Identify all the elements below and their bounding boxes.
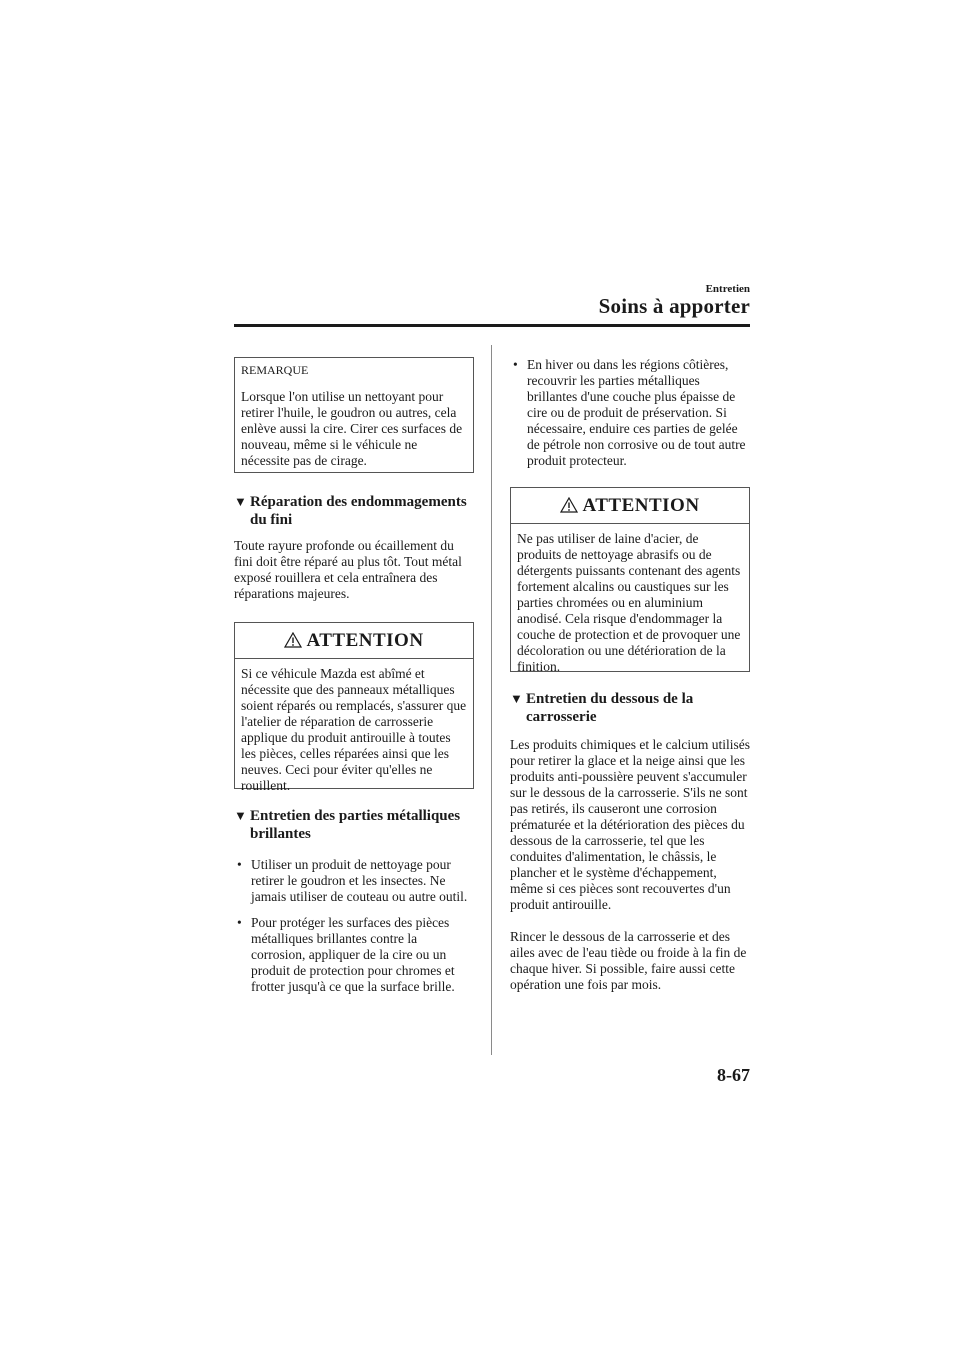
list-item-text: Pour protéger les surfaces des pièces métalliques brillantes contre la corrosion, appliquer de la cire ou un produit de protection pour chromes et frotter jusqu'à ce que la surface brille.	[251, 915, 455, 994]
attention-header	[511, 488, 749, 524]
triangle-down-icon: ▼	[234, 808, 247, 823]
attention-text: Ne pas utiliser de laine d'acier, de produits de nettoyage abrasifs ou de détergents puissants contenant des agents fortement alcalins ou caustiques sur les parties chromées ou en aluminium anodisé. Cela risque d'endommager la couche de protection et de provoquer une décoloration ou une détérioration de la finition.	[517, 531, 741, 674]
warning-triangle-icon	[560, 497, 578, 513]
bullet-dot-icon: •	[513, 357, 518, 372]
repair-paragraph: Toute rayure profonde ou écaillement du fini doit être réparé au plus tôt. Tout métal exposé rouillera et cela entraînera des réparations majeures.	[234, 538, 462, 601]
column-divider	[491, 345, 492, 1055]
attention-box-chrome	[510, 487, 750, 672]
section-title-underbody-text: Entretien du dessous de la carrosserie	[526, 691, 694, 725]
page-number: 8-67	[717, 1065, 750, 1085]
section-title-metal	[234, 807, 474, 843]
section-title-metal-text: Entretien des parties métalliques brillantes	[250, 808, 461, 842]
attention-box-repair	[234, 622, 474, 793]
section-title-repair-text: Réparation des endommagements du fini	[250, 494, 467, 528]
header-section-label: Entretien	[705, 283, 750, 295]
attention-text: Si ce véhicule Mazda est abîmé et nécessite que des panneaux métalliques soient réparés ou remplacés, s'assurer que l'atelier de réparation de carrosserie applique du produit antirouille à toutes les pièces, celles réparées ainsi que les neuves. Ceci pour éviter qu'elles ne rouillent.	[241, 666, 467, 793]
header-rule	[234, 324, 750, 327]
right-column	[510, 357, 750, 993]
list-item-text: Utiliser un produit de nettoyage pour retirer le goudron et les insectes. Ne jamais utiliser de couteau ou autre outil.	[251, 857, 468, 904]
bullet-dot-icon: •	[237, 915, 242, 930]
warning-triangle-icon	[284, 632, 302, 648]
attention-title: ATTENTION	[582, 494, 700, 516]
note-title: REMARQUE	[241, 363, 309, 377]
bullet-dot-icon: •	[237, 857, 242, 872]
list-item-text: En hiver ou dans les régions côtières, recouvrir les parties métalliques brillantes d'une couche plus épaisse de cire ou de produit de préservation. Si nécessaire, enduire ces parties de gelée de pétrole non corrosive ou de tout autre produit protecteur.	[527, 357, 746, 468]
attention-title: ATTENTION	[306, 629, 424, 651]
section-title-repair	[234, 493, 474, 529]
note-text: Lorsque l'on utilise un nettoyant pour retirer l'huile, le goudron ou autres, cela enlève aussi la cire. Cirer ces surfaces de nouveau, même si le véhicule ne nécessite pas de cirage.	[241, 389, 463, 468]
section-title-underbody	[510, 690, 750, 726]
list-item	[234, 915, 474, 995]
underbody-paragraph-2: Rincer le dessous de la carrosserie et des ailes avec de l'eau tiède ou froide à la fin de chaque hiver. Si possible, faire aussi cette opération une fois par mois.	[510, 929, 747, 992]
header-title: Soins à apporter	[598, 294, 750, 318]
list-item	[234, 857, 474, 905]
list-item	[510, 357, 750, 469]
attention-header	[235, 623, 473, 659]
underbody-paragraph-1: Les produits chimiques et le calcium utilisés pour retirer la glace et la neige ainsi que les produits anti-poussière peuvent s'accumuler sur le dessous de la carrosserie. S'ils ne sont pas retirés, ils causeront une corrosion prématurée et la détérioration des pièces du dessous de la carrosserie, tel que les conduites d'alimentation, le châssis, le plancher et le système d'échappement, même si ces pièces sont recouvertes d'un produit antirouille.	[510, 737, 750, 912]
note-box	[234, 357, 474, 473]
left-column	[234, 357, 474, 995]
triangle-down-icon: ▼	[234, 494, 247, 509]
triangle-down-icon: ▼	[510, 691, 523, 706]
